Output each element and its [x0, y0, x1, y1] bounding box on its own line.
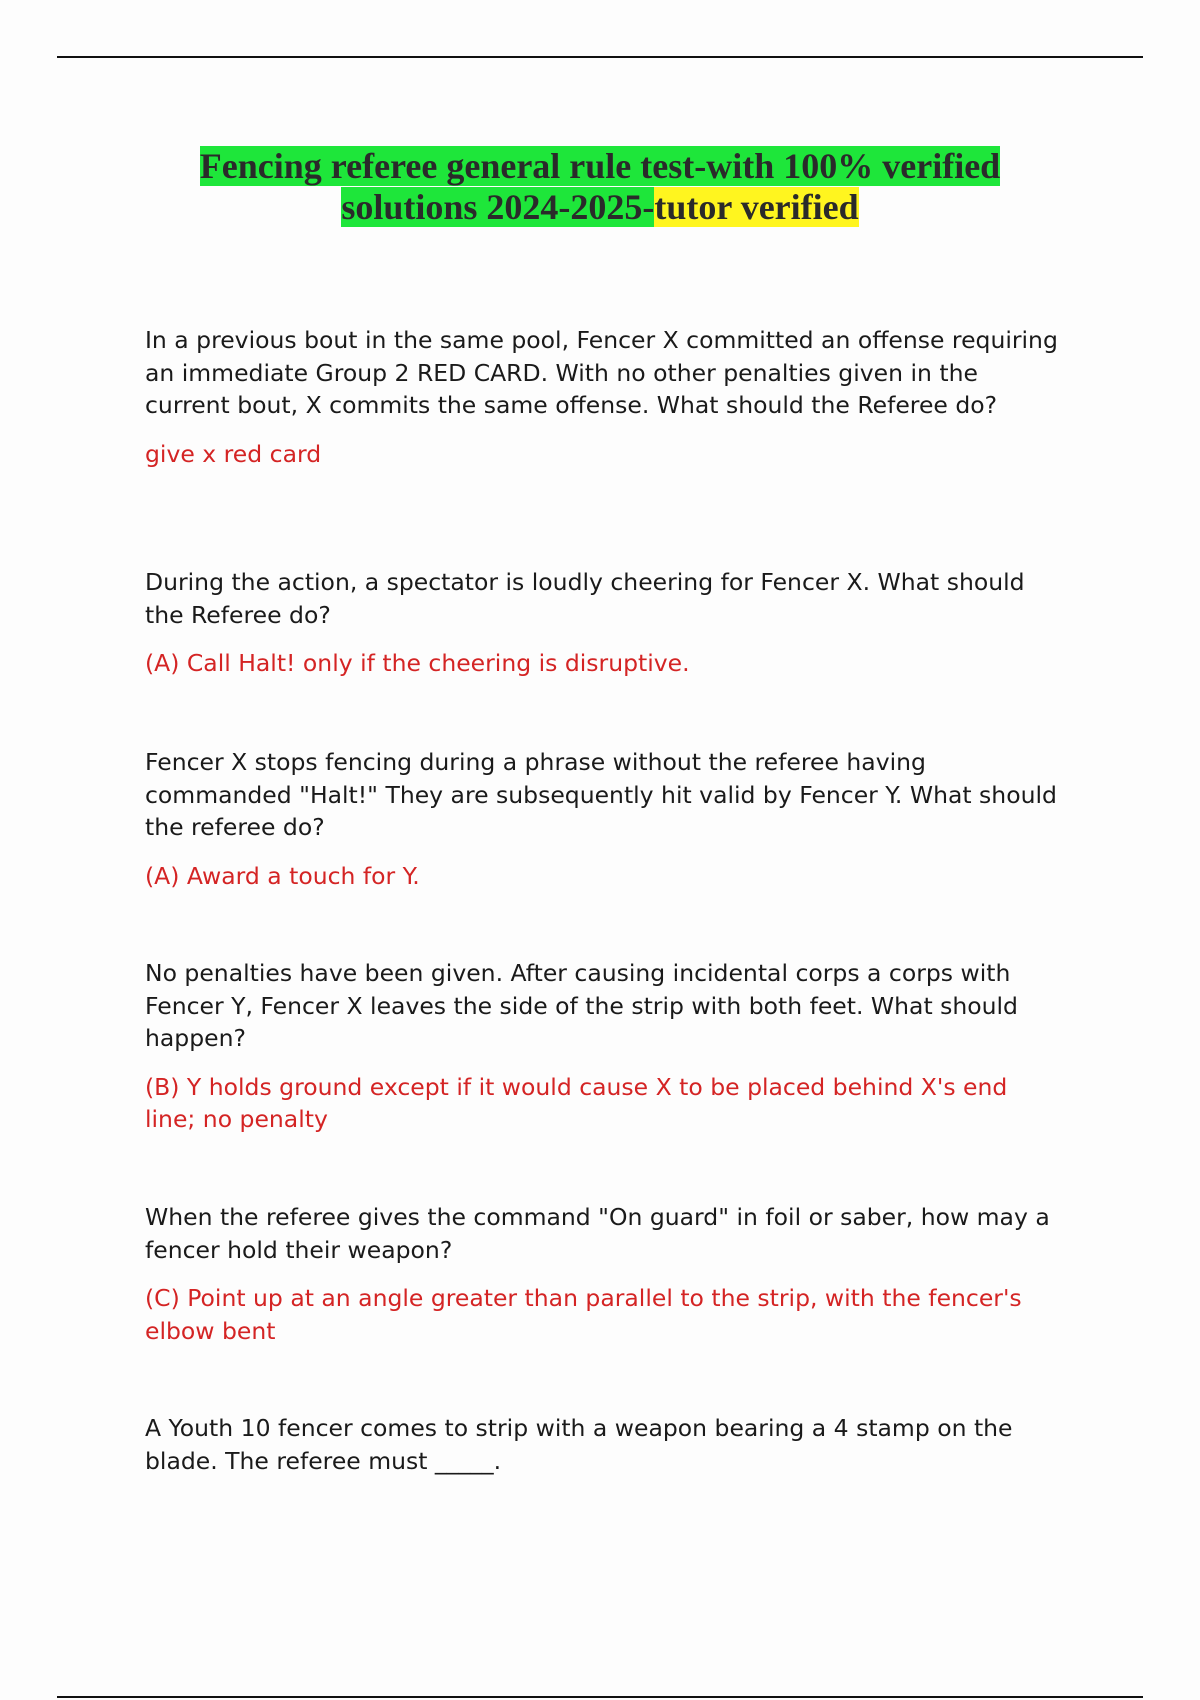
qa-item-2: [145, 566, 1065, 680]
answer-text: (A) Award a touch for Y.: [145, 861, 420, 890]
question-text: Fencer X stops fencing during a phrase without the referee having commanded "Halt!" They are subsequently hit valid by Fencer Y. What should the referee do?: [145, 748, 1057, 841]
top-divider: [57, 56, 1143, 58]
question-text: When the referee gives the command "On guard" in foil or saber, how may a fencer hold their weapon?: [145, 1203, 1050, 1264]
qa-item-4: [145, 957, 1065, 1136]
bottom-divider: [57, 1696, 1143, 1698]
qa-item-1: [145, 324, 1065, 470]
question-text: No penalties have been given. After causing incidental corps a corps with Fencer Y, Fencer X leaves the side of the strip with both feet. What should happen?: [145, 959, 1018, 1052]
answer-text: give x red card: [145, 439, 322, 468]
title-highlight-yellow: tutor verified: [654, 187, 859, 227]
document-title: [100, 146, 1100, 228]
title-highlight-green: Fencing referee general rule test-with 100% verified: [199, 146, 1001, 186]
question-text: During the action, a spectator is loudly cheering for Fencer X. What should the Referee do?: [145, 568, 1025, 629]
qa-item-6: [145, 1412, 1065, 1477]
title-highlight-green-2: solutions 2024-2025-: [341, 187, 655, 227]
answer-text: (A) Call Halt! only if the cheering is disruptive.: [145, 649, 690, 677]
question-text: A Youth 10 fencer comes to strip with a weapon bearing a 4 stamp on the blade. The referee must _____.: [145, 1414, 1013, 1475]
qa-item-3: [145, 746, 1065, 892]
question-text: In a previous bout in the same pool, Fencer X committed an offense requiring an immediate Group 2 RED CARD. With no other penalties given in the current bout, X commits the same offense. What should the Referee do?: [145, 326, 1058, 419]
answer-text: (C) Point up at an angle greater than parallel to the strip, with the fencer's elbow bent: [145, 1284, 1022, 1345]
answer-text: (B) Y holds ground except if it would cause X to be placed behind X's end line; no penalty: [145, 1072, 1008, 1133]
qa-item-5: [145, 1201, 1065, 1347]
